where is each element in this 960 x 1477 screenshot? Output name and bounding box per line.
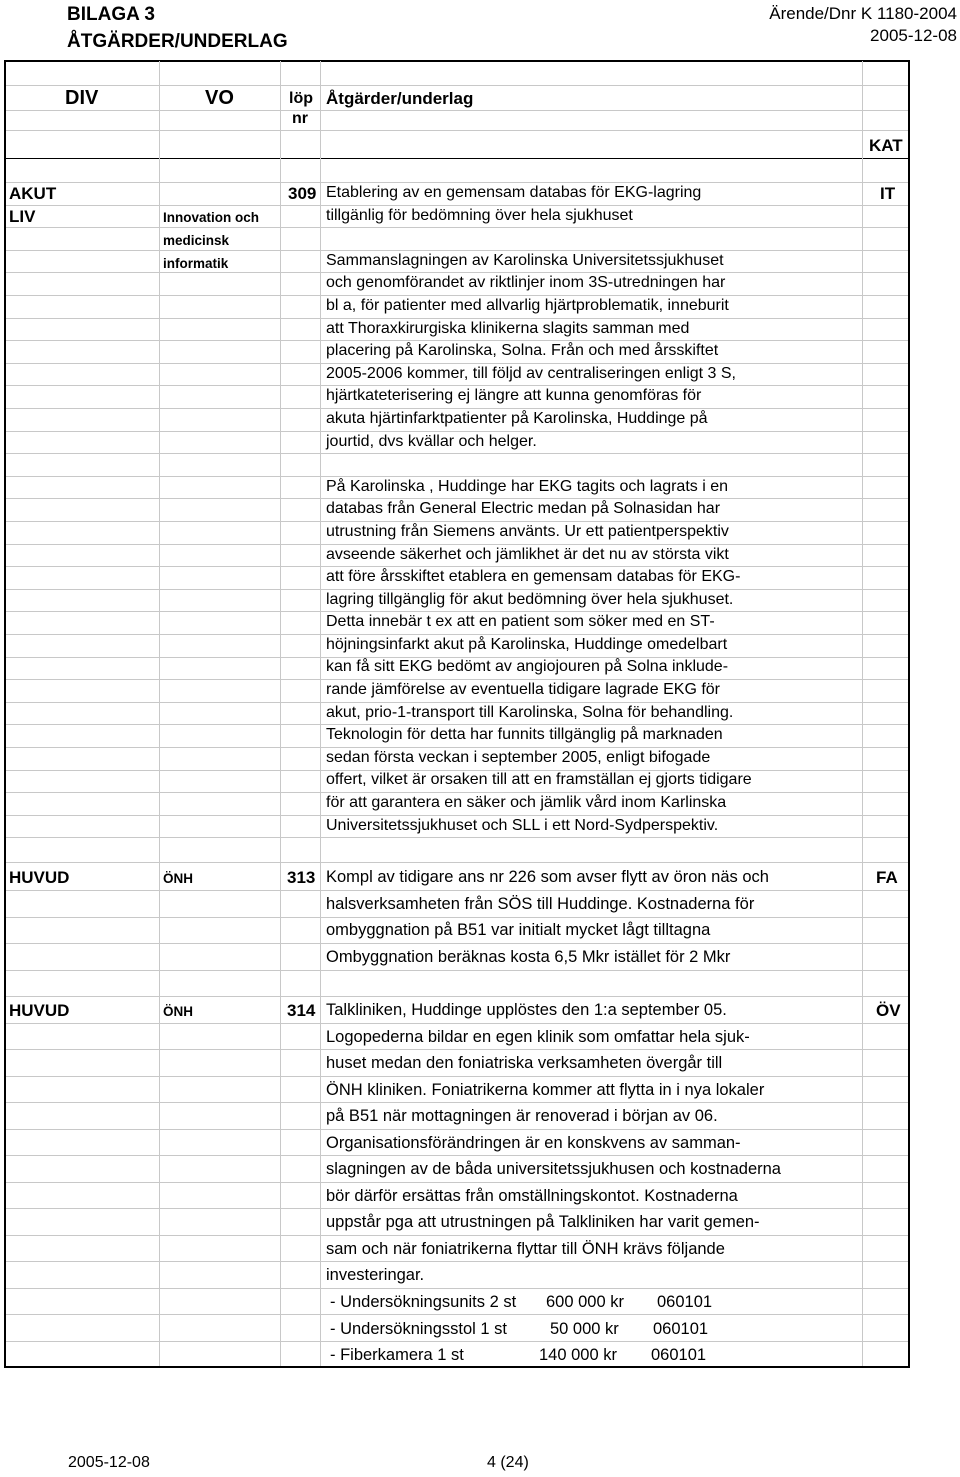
row-314-kat: ÖV bbox=[876, 1001, 901, 1020]
grid-col-text-kat bbox=[862, 61, 863, 1366]
text-line: tillgänlig för bedömning över hela sjukhuset bbox=[326, 206, 633, 224]
text-line: Talkliniken, Huddinge upplöstes den 1:a september 05. bbox=[326, 1001, 727, 1019]
title-line2: ÅTGÄRDER/UNDERLAG bbox=[67, 31, 288, 52]
grid-col-nr-text bbox=[320, 61, 321, 1366]
grid-col-div-vo bbox=[159, 61, 160, 1366]
text-line: slagningen av de båda universitetssjukhusen och kostnaderna bbox=[326, 1160, 781, 1178]
text-line: att Thoraxkirurgiska klinikerna slagits samman med bbox=[326, 319, 690, 337]
text-line: halsverksamheten från SÖS till Huddinge. Kostnaderna för bbox=[326, 894, 755, 913]
text-line: ÖNH kliniken. Foniatrikerna kommer att flytta in i nya lokaler bbox=[326, 1080, 765, 1099]
text-line: jourtid, dvs kvällar och helger. bbox=[326, 432, 537, 450]
col-header-div: DIV bbox=[65, 87, 99, 109]
row-309-kat: IT bbox=[880, 184, 896, 203]
row-309-text bbox=[326, 182, 752, 837]
text-line: avseende säkerhet och jämlikhet är det nu av största vikt bbox=[326, 545, 729, 563]
text-line: på B51 när mottagningen är renoverad i början av 06. bbox=[326, 1107, 718, 1125]
table-top-border bbox=[4, 60, 910, 62]
text-line: Kompl av tidigare ans nr 226 som avser flytt av öron näs och bbox=[326, 868, 769, 886]
text-line: På Karolinska , Huddinge har EKG tagits och lagrats i en bbox=[326, 477, 728, 495]
text-line: bl a, för patienter med allvarlig hjärtproblematik, inneburit bbox=[326, 296, 729, 314]
row-314-text bbox=[326, 997, 781, 1289]
text-line: Teknologin för detta har funnits tillgänglig på marknaden bbox=[326, 726, 723, 744]
text-line: bör därför ersättas från omställningskontot. Kostnaderna bbox=[326, 1186, 738, 1205]
header-date: 2005-12-08 bbox=[870, 26, 957, 45]
table-left-border bbox=[4, 60, 6, 1368]
row-309-nr: 309 bbox=[288, 184, 317, 203]
text-line: Organisationsförändringen är en konskvens av samman- bbox=[326, 1133, 741, 1152]
investment-item: - Undersökningsstol 1 st bbox=[330, 1320, 507, 1338]
text-line: Sammanslagningen av Karolinska Universitetssjukhuset bbox=[326, 251, 724, 269]
row-313-text bbox=[326, 864, 769, 970]
row-314-nr: 314 bbox=[287, 1001, 316, 1020]
text-line: Detta innebär t ex att en patient som söker med en ST- bbox=[326, 613, 715, 631]
investment-cost: 140 000 kr bbox=[539, 1346, 617, 1364]
text-line: Logopederna bildar en egen klinik som omfattar hela sjuk- bbox=[326, 1027, 750, 1046]
row-313-vo: ÖNH bbox=[163, 871, 193, 886]
investment-cost: 600 000 kr bbox=[546, 1293, 624, 1311]
text-line: Etablering av en gemensam databas för EKG-lagring bbox=[326, 184, 702, 201]
text-line: höjningsinfarkt akut på Karolinska, Huddinge omedelbart bbox=[326, 635, 728, 653]
case-reference: Ärende/Dnr K 1180-2004 bbox=[769, 4, 957, 23]
text-line bbox=[326, 453, 752, 476]
text-line: 2005-2006 kommer, till följd av centraliseringen enligt 3 S, bbox=[326, 364, 736, 382]
col-header-vo: VO bbox=[205, 87, 234, 109]
text-line: databas från General Electric medan på Solnasidan har bbox=[326, 500, 721, 518]
text-line: kan få sitt EKG bedömt av angiojouren på Solna inklude- bbox=[326, 658, 729, 676]
col-header-nr: nr bbox=[292, 110, 308, 127]
col-header-kat: KAT bbox=[869, 136, 903, 155]
investment-cost: 50 000 kr bbox=[550, 1320, 619, 1338]
row-313-kat: FA bbox=[876, 868, 898, 887]
investment-code: 060101 bbox=[653, 1320, 709, 1338]
row-313-div: HUVUD bbox=[9, 868, 70, 887]
investment-item: - Undersökningsunits 2 st bbox=[330, 1293, 517, 1311]
grid-row-line bbox=[6, 862, 908, 863]
grid-row-line bbox=[6, 110, 908, 111]
table-right-border bbox=[908, 60, 910, 1368]
text-line: och genomförandet av riktlinjer inom 3S-utredningen har bbox=[326, 274, 726, 292]
text-line: hjärtkateterisering ej längre att kunna genomföras för bbox=[326, 387, 702, 405]
title-line1: BILAGA 3 bbox=[67, 4, 155, 25]
text-line: uppstår pga att utrustningen på Talkliniken har varit gemen- bbox=[326, 1213, 760, 1231]
header-separator bbox=[4, 158, 910, 159]
row-309-div-1: AKUT bbox=[9, 184, 57, 203]
grid-row-line bbox=[6, 130, 908, 131]
col-header-atgarder: Åtgärder/underlag bbox=[326, 89, 474, 108]
text-line: lagring tillgänglig för akut bedömning över hela sjukhuset. bbox=[326, 590, 734, 608]
page-number: 4 (24) bbox=[487, 1454, 529, 1471]
text-line: sedan första veckan i september 2005, enligt bifogade bbox=[326, 748, 711, 766]
col-header-lop: löp bbox=[289, 90, 313, 107]
row-309-vo-2: medicinsk bbox=[163, 233, 230, 248]
text-line: huset medan den foniatriska verksamheten övergår till bbox=[326, 1054, 723, 1072]
footer-date: 2005-12-08 bbox=[68, 1454, 150, 1471]
investment-item: - Fiberkamera 1 st bbox=[330, 1346, 464, 1364]
text-line: akut, prio-1-transport till Karolinska, Solna för behandling. bbox=[326, 703, 734, 721]
text-line: offert, vilket är orsaken till att en framställan ej gjorts tidigare bbox=[326, 771, 752, 789]
text-line: att före årsskiftet etablera en gemensam databas för EKG- bbox=[326, 568, 741, 586]
row-309-vo-3: informatik bbox=[163, 256, 229, 271]
row-309-vo-1: Innovation och bbox=[163, 210, 259, 225]
grid-row-line bbox=[6, 970, 908, 971]
row-309-div-2: LIV bbox=[9, 207, 36, 226]
investment-code: 060101 bbox=[657, 1293, 713, 1311]
text-line bbox=[326, 227, 752, 250]
row-313-nr: 313 bbox=[287, 868, 316, 887]
text-line: sam och när foniatrikerna flyttar till ÖNH krävs följande bbox=[326, 1239, 725, 1258]
text-line: placering på Karolinska, Solna. Från och med årsskiftet bbox=[326, 342, 719, 360]
row-314-vo: ÖNH bbox=[163, 1004, 193, 1019]
text-line: akuta hjärtinfarktpatienter på Karolinska, Huddinge på bbox=[326, 409, 708, 427]
text-line: Universitetssjukhuset och SLL i ett Nord-Sydperspektiv. bbox=[326, 816, 719, 834]
text-line: rande jämförelse av eventuella tidigare lagrade EKG för bbox=[326, 681, 720, 699]
grid-row-line bbox=[6, 85, 908, 86]
text-line: utrustning från Siemens använts. Ur ett patientperspektiv bbox=[326, 522, 729, 540]
row-314-div: HUVUD bbox=[9, 1001, 70, 1020]
grid-col-vo-nr bbox=[280, 61, 281, 1366]
text-line: ombyggnation på B51 var initialt mycket lågt tilltagna bbox=[326, 921, 711, 939]
text-line: Ombyggnation beräknas kosta 6,5 Mkr istället för 2 Mkr bbox=[326, 947, 731, 966]
text-line: för att garantera en säker och jämlik vård inom Karlinska bbox=[326, 794, 727, 812]
investment-code: 060101 bbox=[651, 1346, 707, 1364]
text-line: investeringar. bbox=[326, 1266, 425, 1284]
